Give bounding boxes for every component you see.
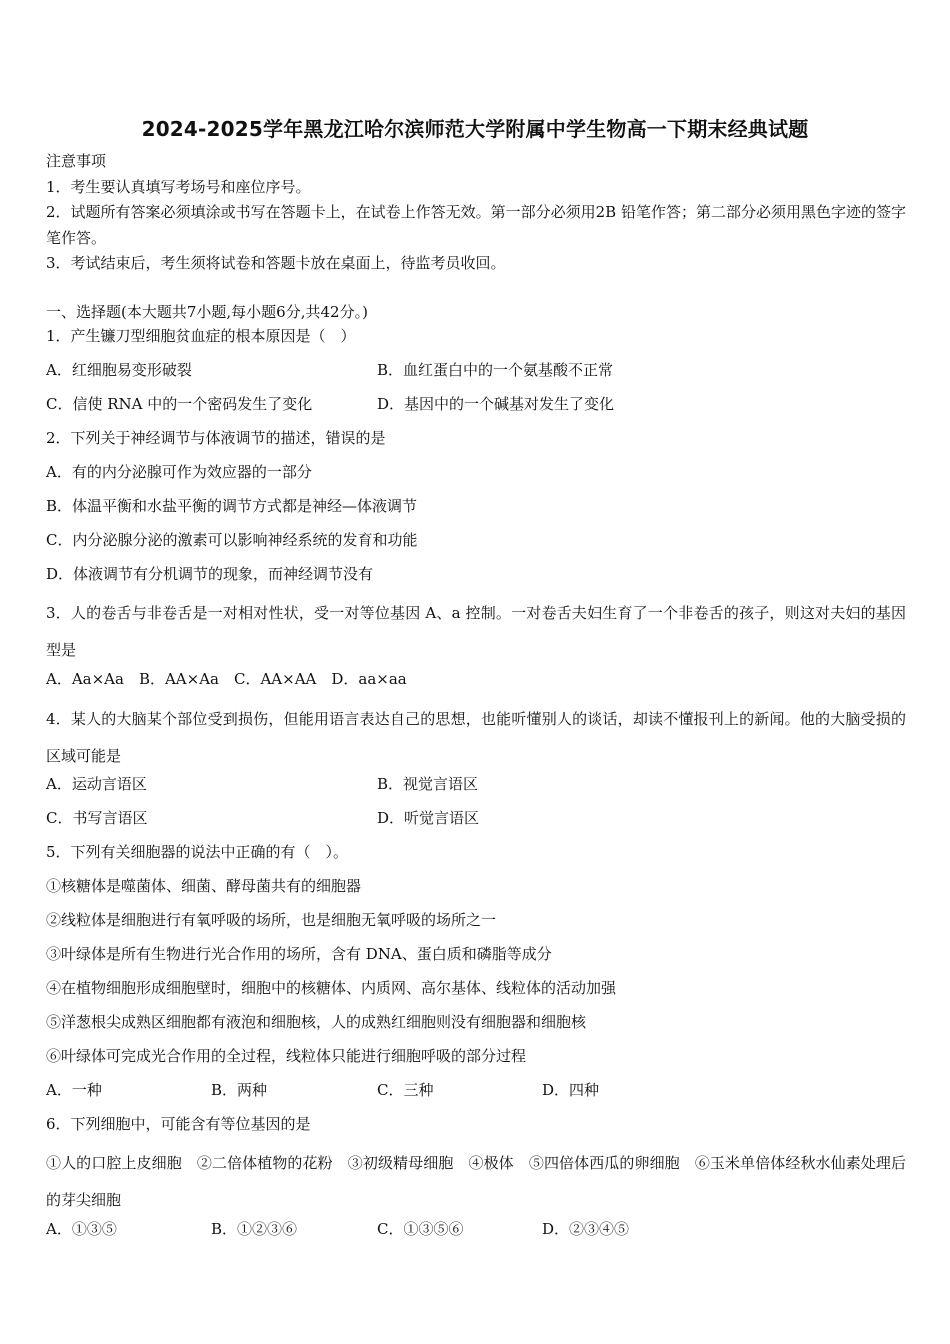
question-5-options <box>46 1080 906 1100</box>
question-4-option-b[interactable]: B．视觉言语区 <box>377 775 479 793</box>
question-5-statement-3: ③叶绿体是所有生物进行光合作用的场所，含有 DNA、蛋白质和磷脂等成分 <box>46 945 552 963</box>
question-4-option-a[interactable]: A．运动言语区 <box>46 775 147 793</box>
question-6-option-a[interactable]: A．①③⑤ <box>46 1220 117 1238</box>
question-4-option-d[interactable]: D．听觉言语区 <box>377 809 480 827</box>
notice-item-2: 2．试题所有答案必须填涂或书写在答题卡上，在试卷上作答无效。第一部分必须用2B 铅笔作答；第二部分必须用黑色字迹的签字笔作答。 <box>46 203 906 247</box>
question-6-options <box>46 1219 906 1239</box>
question-4-options-row-2 <box>46 808 906 828</box>
question-6-stem: 6．下列细胞中，可能含有等位基因的是 <box>46 1115 311 1133</box>
question-2-option-a[interactable]: A．有的内分泌腺可作为效应器的一部分 <box>46 463 312 481</box>
question-6-statements: ①人的口腔上皮细胞 ②二倍体植物的花粉 ③初级精母细胞 ④极体 ⑤四倍体西瓜的卵细胞 ⑥玉米单倍体经秋水仙素处理后的芽尖细胞 <box>46 1154 906 1209</box>
question-2-option-b[interactable]: B．体温平衡和水盐平衡的调节方式都是神经—体液调节 <box>46 497 418 515</box>
question-5-option-a[interactable]: A．一种 <box>46 1081 102 1099</box>
question-1-option-a[interactable]: A．红细胞易变形破裂 <box>46 361 192 379</box>
question-1-option-c[interactable]: C．信使 RNA 中的一个密码发生了变化 <box>46 395 313 413</box>
notice-item-1: 1．考生要认真填写考场号和座位序号。 <box>46 178 311 196</box>
question-3-stem: 3．人的卷舌与非卷舌是一对相对性状，受一对等位基因 A、a 控制。一对卷舌夫妇生育了一个非卷舌的孩子，则这对夫妇的基因型是 <box>46 604 906 659</box>
question-1-option-d[interactable]: D．基因中的一个碱基对发生了变化 <box>377 395 615 413</box>
question-1-options-row-2 <box>46 394 906 414</box>
question-3-options[interactable]: A．Aa×Aa B．AA×Aa C．AA×AA D．aa×aa <box>46 670 407 688</box>
question-4-options-row-1 <box>46 774 906 794</box>
question-2-stem: 2．下列关于神经调节与体液调节的描述，错误的是 <box>46 429 386 447</box>
page-title: 2024-2025学年黑龙江哈尔滨师范大学附属中学生物高一下期末经典试题 <box>141 117 809 141</box>
question-1-stem: 1．产生镰刀型细胞贫血症的根本原因是（ ） <box>46 327 356 345</box>
question-2-option-c[interactable]: C．内分泌腺分泌的激素可以影响神经系统的发育和功能 <box>46 531 418 549</box>
question-5-statement-5: ⑤洋葱根尖成熟区细胞都有液泡和细胞核，人的成熟红细胞则没有细胞器和细胞核 <box>46 1013 587 1031</box>
question-1-option-b[interactable]: B．血红蛋白中的一个氨基酸不正常 <box>377 361 614 379</box>
section-heading: 一、选择题(本大题共7小题,每小题6分,共42分。) <box>46 303 368 321</box>
question-6-option-b[interactable]: B．①②③⑥ <box>211 1220 298 1238</box>
question-5-statement-6: ⑥叶绿体可完成光合作用的全过程，线粒体只能进行细胞呼吸的部分过程 <box>46 1047 527 1065</box>
question-6-option-c[interactable]: C．①③⑤⑥ <box>377 1220 464 1238</box>
notice-heading: 注意事项 <box>46 152 107 170</box>
question-5-statement-4: ④在植物细胞形成细胞壁时，细胞中的核糖体、内质网、高尔基体、线粒体的活动加强 <box>46 979 617 997</box>
question-2-option-d[interactable]: D．体液调节有分机调节的现象，而神经调节没有 <box>46 565 374 583</box>
question-5-statement-1: ①核糖体是噬菌体、细菌、酵母菌共有的细胞器 <box>46 877 362 895</box>
question-5-option-c[interactable]: C．三种 <box>377 1081 434 1099</box>
notice-item-3: 3．考试结束后，考生须将试卷和答题卡放在桌面上，待监考员收回。 <box>46 254 506 272</box>
question-5-option-b[interactable]: B．两种 <box>211 1081 268 1099</box>
question-5-statement-2: ②线粒体是细胞进行有氧呼吸的场所，也是细胞无氧呼吸的场所之一 <box>46 911 497 929</box>
question-5-stem: 5．下列有关细胞器的说法中正确的有（ ）。 <box>46 843 349 861</box>
question-4-option-c[interactable]: C．书写言语区 <box>46 809 148 827</box>
question-1-options-row-1 <box>46 360 906 380</box>
question-6-option-d[interactable]: D．②③④⑤ <box>542 1220 630 1238</box>
question-5-option-d[interactable]: D．四种 <box>542 1081 600 1099</box>
question-4-stem: 4．某人的大脑某个部位受到损伤，但能用语言表达自己的思想，也能听懂别人的谈话，却读不懂报刊上的新闻。他的大脑受损的区域可能是 <box>46 710 906 765</box>
